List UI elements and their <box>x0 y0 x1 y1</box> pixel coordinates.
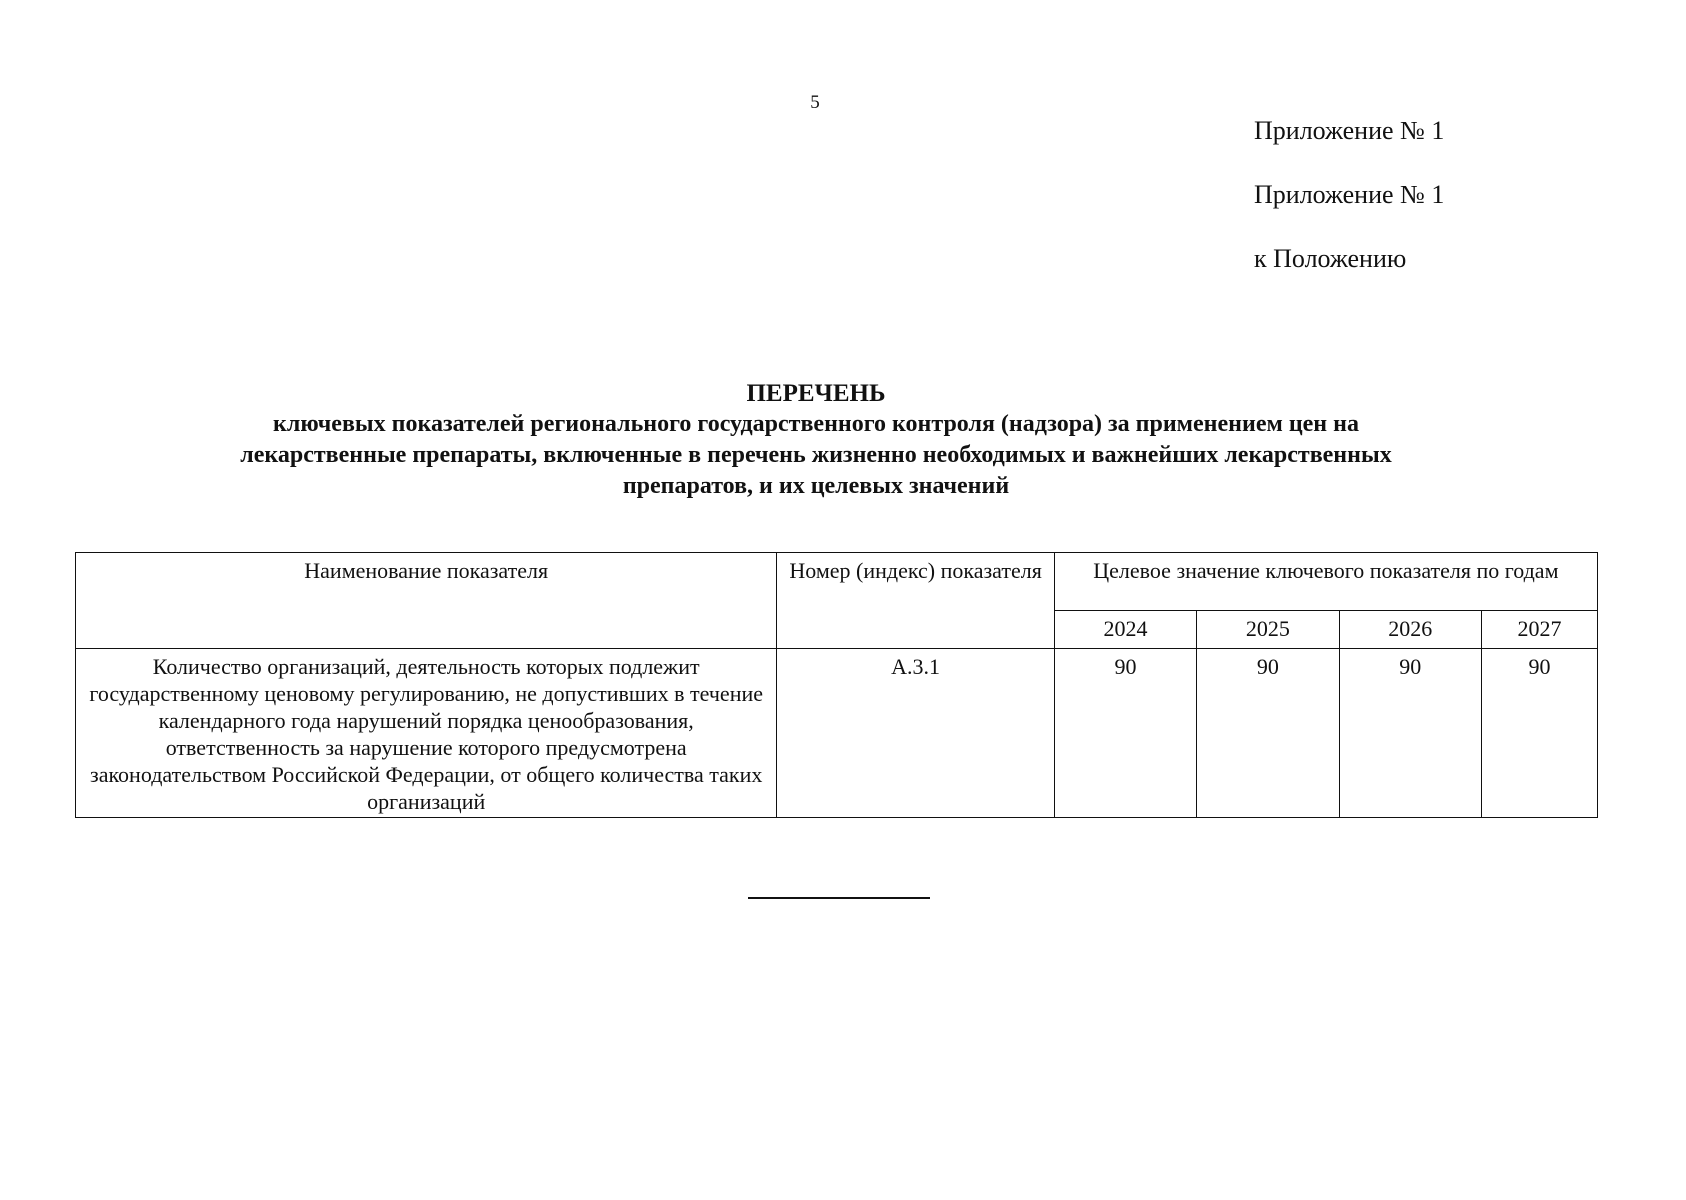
cell-indicator-index: А.3.1 <box>777 649 1054 818</box>
table-header-row <box>76 553 1598 611</box>
title-line-3: препаратов, и их целевых значений <box>622 473 1010 499</box>
title-main: ПЕРЕЧЕНЬ <box>746 380 886 407</box>
document-title <box>76 378 1556 502</box>
cell-value-2025: 90 <box>1197 649 1339 818</box>
page-number: 5 <box>810 92 820 113</box>
title-line-2: лекарственные препараты, включенные в перечень жизненно необходимых и важнейших лекарственных <box>240 442 1392 468</box>
cell-indicator-name: Количество организаций, деятельность которых подлежит государственному ценовому регулированию, не допустивших в течение календарного года нарушений порядка ценообразования, ответственность за нарушение которого предусмотрена законодательством Российской Федерации, от общего количества таких организаций <box>76 649 777 818</box>
header-year-2026: 2026 <box>1339 611 1481 649</box>
end-separator-line <box>748 897 930 899</box>
title-line-1: ключевых показателей регионального государственного контроля (надзора) за применением цен на <box>273 411 1359 437</box>
header-indicator-name: Наименование показателя <box>76 553 777 649</box>
appendix-line-2: Приложение № 1 <box>1254 180 1445 209</box>
cell-value-2024: 90 <box>1054 649 1196 818</box>
header-year-2025: 2025 <box>1197 611 1339 649</box>
appendix-line-3: к Положению <box>1254 244 1407 273</box>
table-row <box>76 649 1598 818</box>
header-year-2027: 2027 <box>1481 611 1597 649</box>
cell-value-2026: 90 <box>1339 649 1481 818</box>
header-target-value: Целевое значение ключевого показателя по годам <box>1054 553 1597 611</box>
header-indicator-index: Номер (индекс) показателя <box>777 553 1054 649</box>
appendix-reference <box>1254 118 1444 310</box>
indicators-table <box>75 552 1598 818</box>
header-year-2024: 2024 <box>1054 611 1196 649</box>
cell-value-2027: 90 <box>1481 649 1597 818</box>
appendix-line-1: Приложение № 1 <box>1254 116 1445 145</box>
